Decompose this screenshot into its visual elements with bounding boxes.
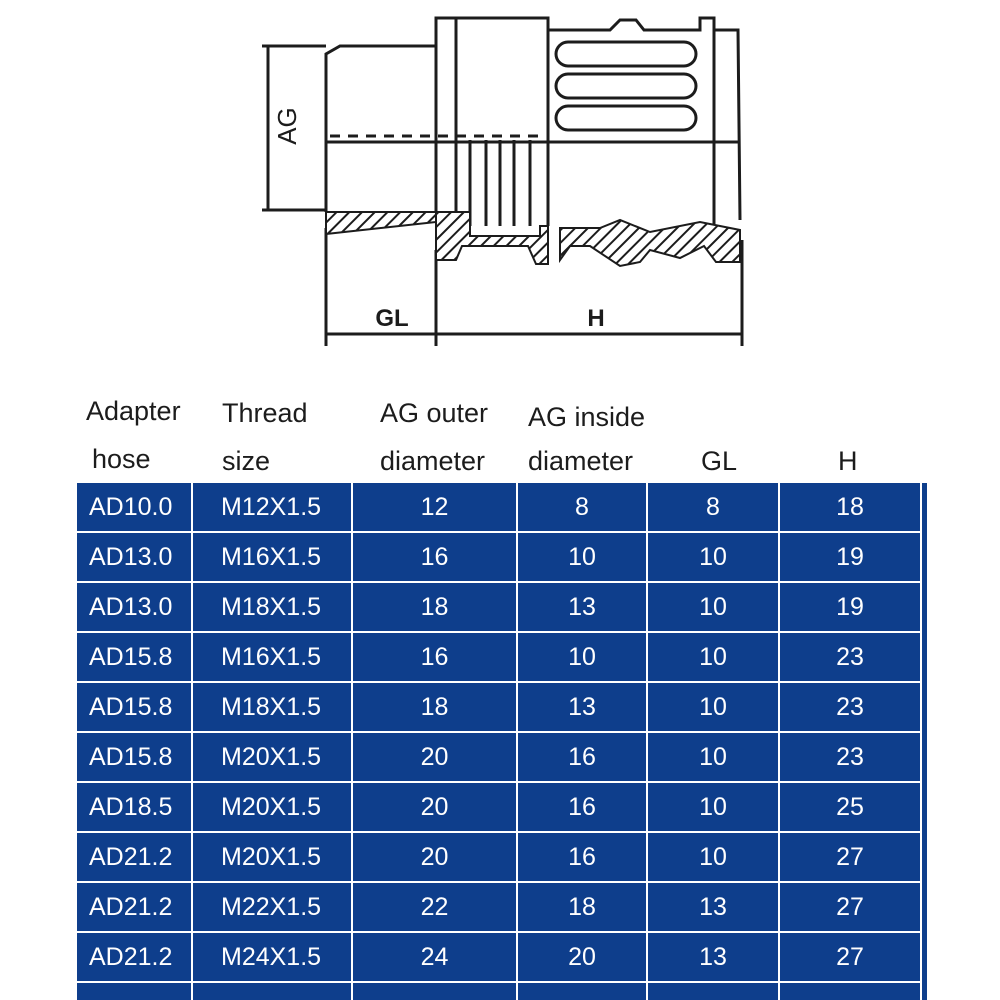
cell-ag-outer: 22 — [352, 882, 517, 932]
header-thread-size: Thread size — [222, 398, 308, 476]
cell-h: 23 — [779, 632, 921, 682]
table-row — [77, 882, 921, 932]
cell-thread: M20X1.5 — [192, 732, 352, 782]
hatched-section — [326, 212, 740, 266]
ag-dimension-label: AG — [272, 107, 302, 145]
cell-h: 25 — [779, 782, 921, 832]
cell-ag-outer: 20 — [352, 832, 517, 882]
cell-thread: M16X1.5 — [192, 532, 352, 582]
table-row — [77, 483, 921, 532]
cell-thread: M12X1.5 — [192, 483, 352, 532]
cell-ag-outer: 24 — [352, 932, 517, 982]
header-h: H — [838, 446, 858, 476]
cell-adapter: AD21.2 — [77, 882, 192, 932]
cell-thread: M16X1.5 — [192, 632, 352, 682]
cell-adapter: AD15.8 — [77, 732, 192, 782]
cell-ag-outer: 20 — [352, 732, 517, 782]
table-row — [77, 632, 921, 682]
cell-h: 18 — [779, 483, 921, 532]
cell-h: 27 — [779, 832, 921, 882]
cell-h: 19 — [779, 582, 921, 632]
cell-adapter: AD13.0 — [77, 532, 192, 582]
cell-ag-outer: 16 — [352, 532, 517, 582]
header-ag-inside-diameter: AG inside diameter — [528, 402, 646, 476]
cell-adapter: AD10.0 — [77, 483, 192, 532]
header-adapter-hose: Adapter hose — [86, 396, 181, 474]
cell-adapter: AD21.2 — [77, 832, 192, 882]
cell-thread: M18X1.5 — [192, 582, 352, 632]
cell-gl: 10 — [647, 782, 779, 832]
cell-gl: 10 — [647, 832, 779, 882]
gl-dimension-label: GL — [375, 305, 409, 332]
cell-gl: 8 — [647, 483, 779, 532]
table-row — [77, 682, 921, 732]
cell-adapter: AD13.0 — [77, 582, 192, 632]
spec-table — [77, 483, 927, 1000]
cell-h: 23 — [779, 682, 921, 732]
header-gl: GL — [701, 446, 738, 476]
table-row — [77, 932, 921, 982]
cell-gl: 10 — [647, 682, 779, 732]
cell-gl: 10 — [647, 532, 779, 582]
cell-h: 27 — [779, 882, 921, 932]
cell-thread: M22X1.5 — [192, 882, 352, 932]
table-row — [77, 582, 921, 632]
cell-thread: M20X1.5 — [192, 782, 352, 832]
cell-ag-inside: 16 — [517, 732, 647, 782]
cell-ag-inside: 20 — [517, 932, 647, 982]
header-ag-outer-diameter: AG outer diameter — [380, 398, 489, 476]
cell-ag-inside: 10 — [517, 632, 647, 682]
cell-ag-inside: 16 — [517, 832, 647, 882]
cell-ag-outer: 20 — [352, 782, 517, 832]
cell-gl: 10 — [647, 582, 779, 632]
cell-ag-inside: 16 — [517, 782, 647, 832]
cell-ag-inside: 13 — [517, 582, 647, 632]
cell-ag-outer: 18 — [352, 682, 517, 732]
table-row — [77, 782, 921, 832]
cell-gl: 10 — [647, 732, 779, 782]
h-dimension-label: H — [587, 305, 605, 332]
cell-ag-inside: 10 — [517, 532, 647, 582]
table-row — [77, 832, 921, 882]
cell-ag-outer: 18 — [352, 582, 517, 632]
cell-ag-inside: 13 — [517, 682, 647, 732]
cell-gl: 13 — [647, 932, 779, 982]
cell-ag-inside: 18 — [517, 882, 647, 932]
centre-lines — [330, 136, 740, 142]
cell-adapter: AD15.8 — [77, 632, 192, 682]
table-row — [77, 532, 921, 582]
cell-h: 19 — [779, 532, 921, 582]
cell-adapter: AD15.8 — [77, 682, 192, 732]
cell-thread: M18X1.5 — [192, 682, 352, 732]
cell-adapter: AD18.5 — [77, 782, 192, 832]
cell-ag-outer: 12 — [352, 483, 517, 532]
cell-ag-inside: 8 — [517, 483, 647, 532]
adapter-technical-drawing — [0, 0, 1000, 360]
table-row-cut-off — [77, 982, 921, 1000]
drawing-outline — [262, 18, 742, 346]
table-row — [77, 732, 921, 782]
cell-h: 27 — [779, 932, 921, 982]
cell-h: 23 — [779, 732, 921, 782]
cell-gl: 10 — [647, 632, 779, 682]
cell-ag-outer: 16 — [352, 632, 517, 682]
cell-thread: M20X1.5 — [192, 832, 352, 882]
cell-gl: 13 — [647, 882, 779, 932]
cell-adapter: AD21.2 — [77, 932, 192, 982]
cell-thread: M24X1.5 — [192, 932, 352, 982]
